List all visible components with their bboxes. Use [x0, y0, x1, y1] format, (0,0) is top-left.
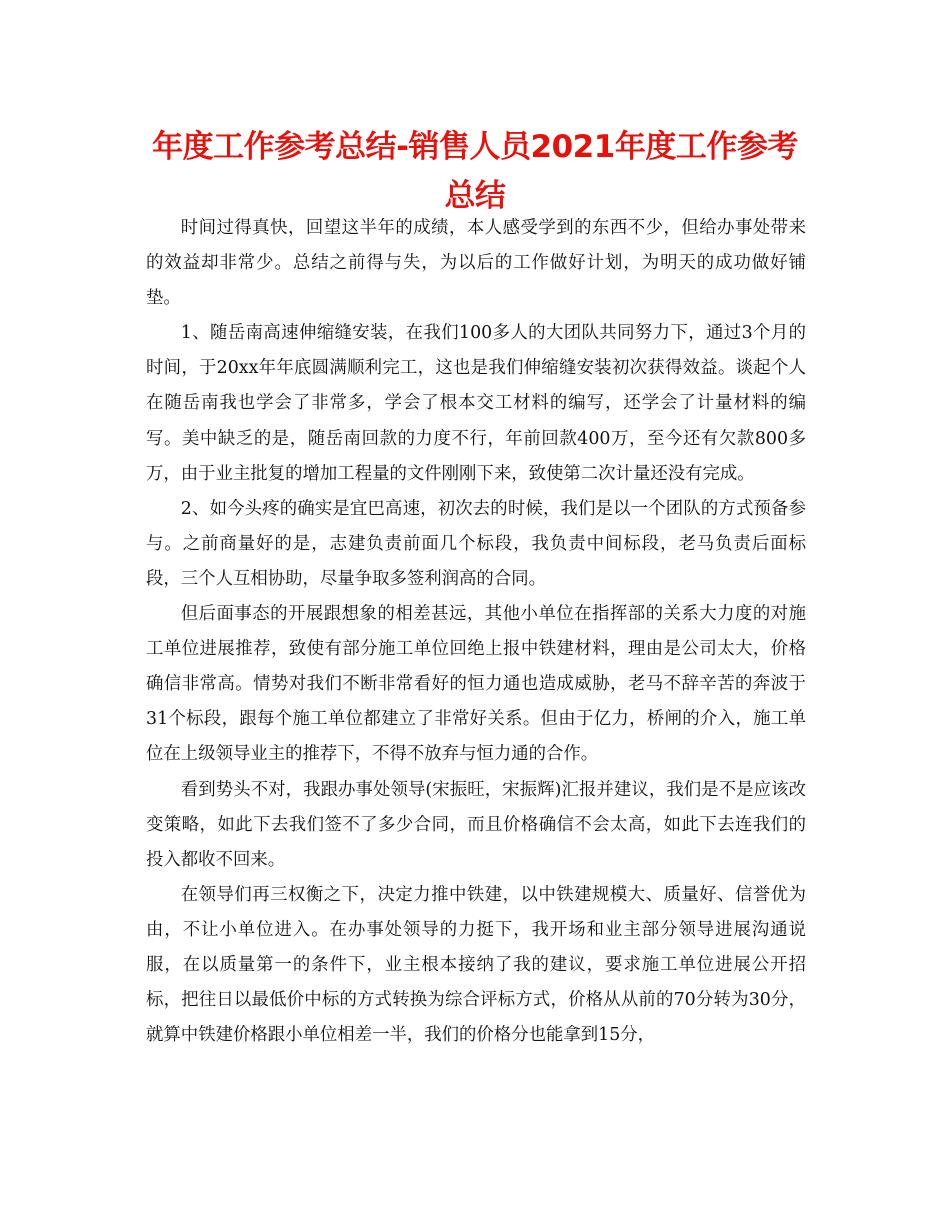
paragraph: 在领导们再三权衡之下，决定力推中铁建，以中铁建规模大、质量好、信誉优为由，不让小单位进入。在办事处领导的力挺下，我开场和业主部分领导进展沟通说服，在以质量第一的条件下，业主根本接纳了我的建议，要求施工单位进展公开招标，把往日以最低价中标的方式转换为综合评标方式，价格从从前的70分转为30分，就算中铁建价格跟小单位相差一半，我们的价格分也能拿到15分， — [146, 884, 806, 1046]
paragraph: 2、如今头疼的确实是宜巴高速，初次去的时候，我们是以一个团队的方式预备参与。之前商量好的是，志建负责前面几个标段，我负责中间标段，老马负责后面标段，三个人互相协助，尽量争取多签利润高的合同。 — [146, 498, 806, 589]
document-title: 年度工作参考总结-销售人员2021年度工作参考总结 — [152, 129, 798, 214]
paragraph: 时间过得真快，回望这半年的成绩，本人感受学到的东西不少，但给办事处带来的效益却非常少。总结之前得与失，为以后的工作做好计划，为明天的成功做好铺垫。 — [146, 218, 806, 309]
paragraph: 1、随岳南高速伸缩缝安装，在我们100多人的大团队共同努力下，通过3个月的时间，于20xx年年底圆满顺利完工，这也是我们伸缩缝安装初次获得效益。谈起个人在随岳南我也学会了非常多，学会了根本交工材料的编写，还学会了计量材料的编写。美中缺乏的是，随岳南回款的力度不行，年前回款400万，至今还有欠款800多万，由于业主批复的增加工程量的文件刚刚下来，致使第二次计量还没有完成。 — [146, 323, 806, 484]
paragraph: 看到势头不对，我跟办事处领导(宋振旺，宋振辉)汇报并建议，我们是不是应该改变策略，如此下去我们签不了多少合同，而且价格确信不会太高，如此下去连我们的投入都收不回来。 — [146, 779, 806, 870]
paragraph: 但后面事态的开展跟想象的相差甚远，其他小单位在指挥部的关系大力度的对施工单位进展推荐，致使有部分施工单位回绝上报中铁建材料，理由是公司太大，价格确信非常高。情势对我们不断非常看好的恒力通也造成威胁，老马不辞辛苦的奔波于31个标段，跟每个施工单位都建立了非常好关系。但由于亿力，桥闸的介入，施工单位在上级领导业主的推荐下，不得不放弃与恒力通的合作。 — [146, 604, 806, 765]
document-body — [146, 211, 806, 1053]
